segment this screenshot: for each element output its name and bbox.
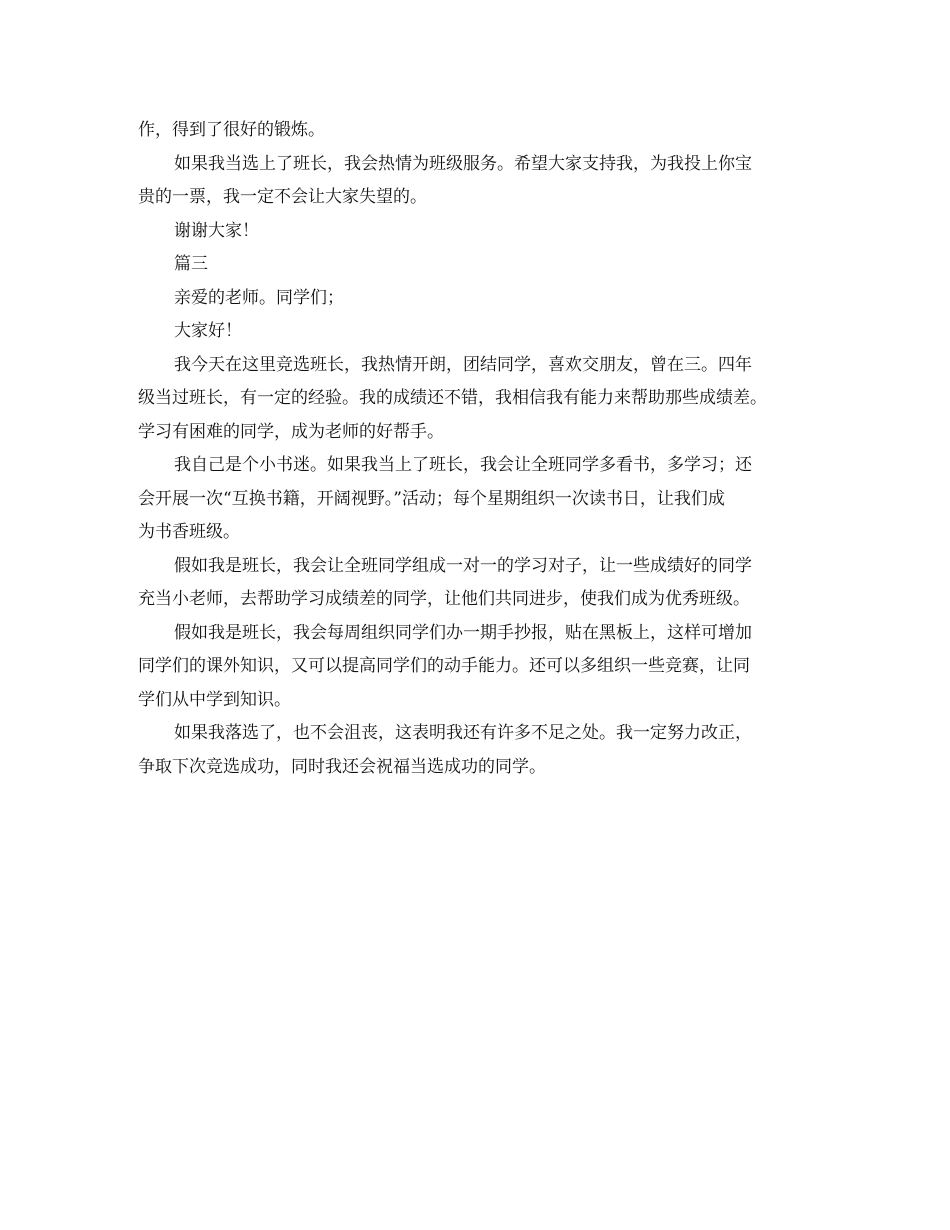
text-line: 争取下次竞选成功，同时我还会祝福当选成功的同学。: [138, 756, 546, 777]
text-line: 我自己是个小书迷。如果我当上了班长，我会让全班同学多看书，多学习；还: [174, 455, 752, 475]
salutation: 亲爱的老师。同学们；: [174, 287, 344, 308]
document-body: [138, 114, 818, 784]
text-line: 贵的一票，我一定不会让大家失望的。: [138, 187, 427, 207]
text-line: 会开展一次“互换书籍，开阔视野。”活动；每个星期组织一次读书日，让我们成: [138, 488, 725, 509]
greeting: 大家好！: [174, 321, 242, 341]
text-line: 充当小老师，去帮助学习成绩差的同学，让他们共同进步，使我们成为优秀班级。: [138, 589, 750, 609]
text-line: 如果我当选上了班长，我会热情为班级服务。希望大家支持我，为我投上你宝: [174, 153, 752, 174]
text-line: 学习有困难的同学，成为老师的好帮手。: [138, 421, 444, 442]
text-line: 假如我是班长，我会让全班同学组成一对一的学习对子，让一些成绩好的同学: [174, 555, 752, 576]
section-heading: 篇三: [174, 254, 208, 274]
text-line: 假如我是班长，我会每周组织同学们办一期手抄报，贴在黑板上，这样可增加: [174, 622, 752, 643]
text-line: 学们从中学到知识。: [138, 689, 291, 710]
text-line: 作，得到了很好的锻炼。: [138, 120, 325, 140]
text-line: 级当过班长，有一定的经验。我的成绩还不错，我相信我有能力来帮助那些成绩差。: [138, 388, 767, 408]
text-line: 为书香班级。: [138, 522, 240, 542]
text-line: 谢谢大家！: [174, 220, 259, 241]
text-line: 同学们的课外知识，又可以提高同学们的动手能力。还可以多组织一些竞赛，让同: [138, 656, 750, 676]
text-line: 如果我落选了，也不会沮丧，这表明我还有许多不足之处。我一定努力改正，: [174, 723, 752, 743]
text-line: 我今天在这里竞选班长，我热情开朗，团结同学，喜欢交朋友，曾在三。四年: [174, 354, 752, 375]
